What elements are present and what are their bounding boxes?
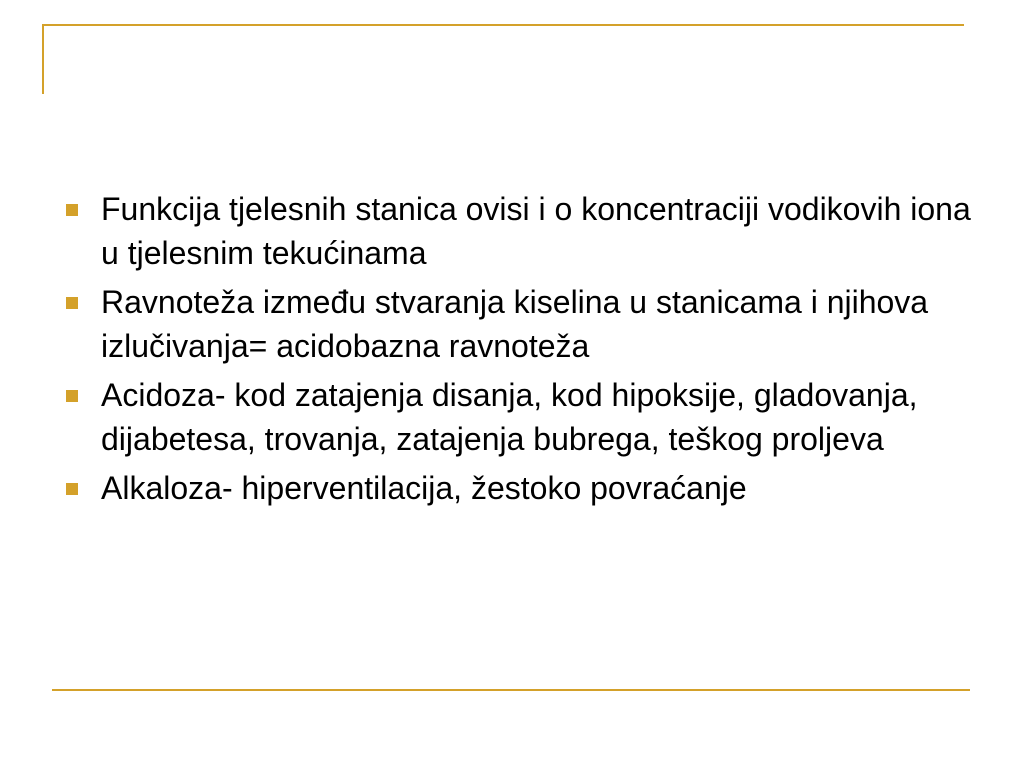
square-bullet-icon xyxy=(66,204,78,216)
left-accent-line xyxy=(42,24,44,94)
bullet-text: Ravnoteža između stvaranja kiselina u stanicama i njihova izlučivanja= acidobazna ravnoteža xyxy=(101,284,929,364)
bullet-list xyxy=(64,187,984,515)
bullet-item xyxy=(64,373,984,461)
bullet-item xyxy=(64,466,984,510)
bullet-text: Alkaloza- hiperventilacija, žestoko povraćanje xyxy=(101,470,747,506)
bullet-text: Funkcija tjelesnih stanica ovisi i o koncentraciji vodikovih iona u tjelesnim tekućinama xyxy=(101,191,971,271)
bullet-text: Acidoza- kod zatajenja disanja, kod hipoksije, gladovanja, dijabetesa, trovanja, zatajenja bubrega, teškog proljeva xyxy=(101,377,918,457)
square-bullet-icon xyxy=(66,390,78,402)
square-bullet-icon xyxy=(66,297,78,309)
top-accent-line xyxy=(42,24,964,26)
square-bullet-icon xyxy=(66,483,78,495)
bullet-item xyxy=(64,280,984,368)
bottom-accent-line xyxy=(52,689,970,691)
bullet-item xyxy=(64,187,984,275)
